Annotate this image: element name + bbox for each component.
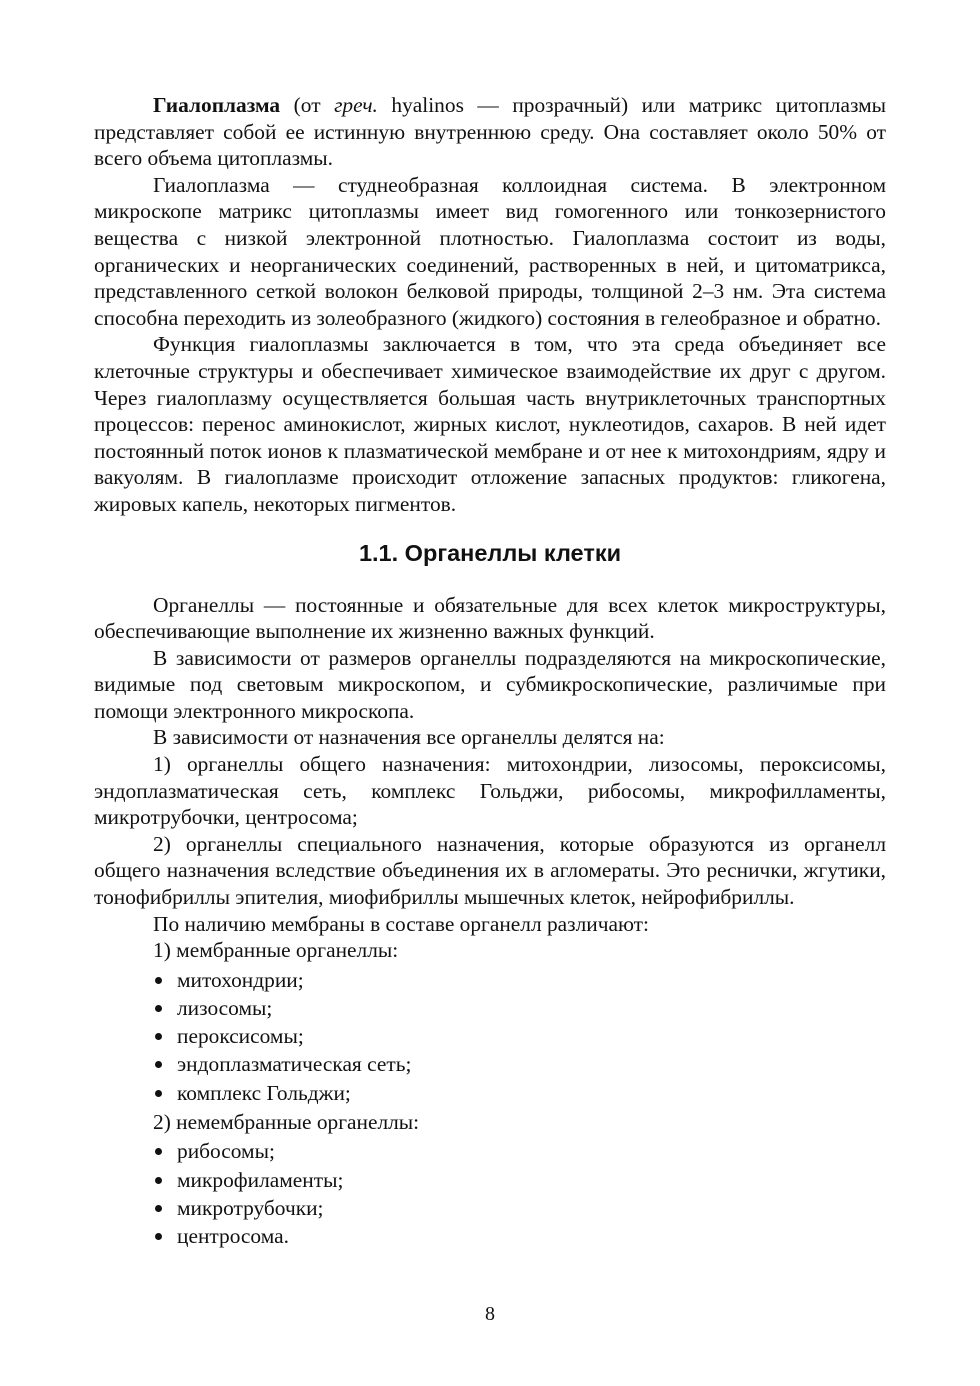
bullet-icon [155,1061,162,1068]
intro-p1-part-b: hyalinos — прозрачный) или матрикс цитоплазмы представляет собой ее истинную внутреннюю среду. Она составляет около 50% от всего объема цитоплазмы. [94,93,886,171]
page-number: 8 [485,1303,495,1325]
section-paragraph-2: В зависимости от размеров органеллы подразделяются на микроскопические, видимые под световым микроскопом, и субмикроскопические, различимые при помощи электронного микроскопа. [94,645,886,723]
page-body [94,92,886,1252]
section-paragraph-1: Органеллы — постоянные и обязательные для всех клеток микроструктуры, обеспечивающие выполнение их жизненно важных функций. [94,592,886,644]
bullet-icon [155,977,162,984]
section-heading: 1.1. Органеллы клетки [358,539,622,566]
list-item: центросома. [153,1222,886,1250]
list-item: микрофиламенты; [153,1166,886,1194]
list-item: эндоплазматическая сеть; [153,1050,886,1078]
list-item: митохондрии; [153,966,886,994]
nonmembrane-list [94,1137,886,1250]
bullet-icon [155,1033,162,1040]
membrane-list-title: 1) мембранные органеллы: [153,938,399,963]
intro-paragraph-1 [94,92,886,172]
membrane-list [94,966,886,1107]
bullet-icon [155,1005,162,1012]
intro-paragraph-3: Функция гиалоплазмы заключается в том, что эта среда объединяет все клеточные структуры и обеспечивает химическое взаимодействие их друг с другом. Через гиалоплазму осуществляется большая часть внутриклеточных транспортных процессов: перенос аминокислот, жирных кислот, нуклеотидов, сахаров. В ней идет постоянный поток ионов к плазматической мембране и от нее к митохондриям, ядру и вакуолям. В гиалоплазме происходит отложение запасных продуктов: гликогена, жировых капель, некоторых пигментов. [94,332,886,516]
list-item: микротрубочки; [153,1194,886,1222]
bullet-icon [155,1148,162,1155]
nonmembrane-list-title: 2) немембранные органеллы: [153,1109,420,1134]
bullet-icon [155,1177,162,1184]
bullet-icon [155,1233,162,1240]
section-paragraph-3: В зависимости от назначения все органеллы делятся на: [153,725,665,750]
list-item: рибосомы; [153,1137,886,1165]
bullet-icon [155,1205,162,1212]
list-item: лизосомы; [153,994,886,1022]
intro-paragraph-2: Гиалоплазма — студнеобразная коллоидная система. В электронном микроскопе матрикс цитоплазмы имеет вид гомогенного или тонкозернистого вещества с низкой электронной плотностью. Гиалоплазма состоит из воды, органических и неорганических соединений, растворенных в ней, и цитоматрикса, представленного сеткой волокон белковой природы, толщиной 2–3 нм. Эта система способна переходить из золеобразного (жидкого) состояния в гелеобразное и обратно. [94,172,886,330]
intro-p1-part-a: (от [280,93,335,117]
bullet-icon [155,1090,162,1097]
section-paragraph-5: 2) органеллы специального назначения, которые образуются из органелл общего назначения вследствие объединения их в агломераты. Это реснички, жгутики, тонофибриллы эпителия, миофибриллы мышечных клеток, нейрофибриллы. [94,831,886,910]
term-hyaloplasm: Гиалоплазма [153,93,281,117]
list-item: комплекс Гольджи; [153,1079,886,1107]
section-paragraph-6: По наличию мембраны в составе органелл различают: [153,911,649,936]
intro-p1-greek: греч. [334,93,378,117]
list-item: пероксисомы; [153,1022,886,1050]
section-paragraph-4: 1) органеллы общего назначения: митохондрии, лизосомы, пероксисомы, эндоплазматическая сеть, комплекс Гольджи, рибосомы, микрофилламенты, микротрубочки, центросома; [94,752,886,830]
